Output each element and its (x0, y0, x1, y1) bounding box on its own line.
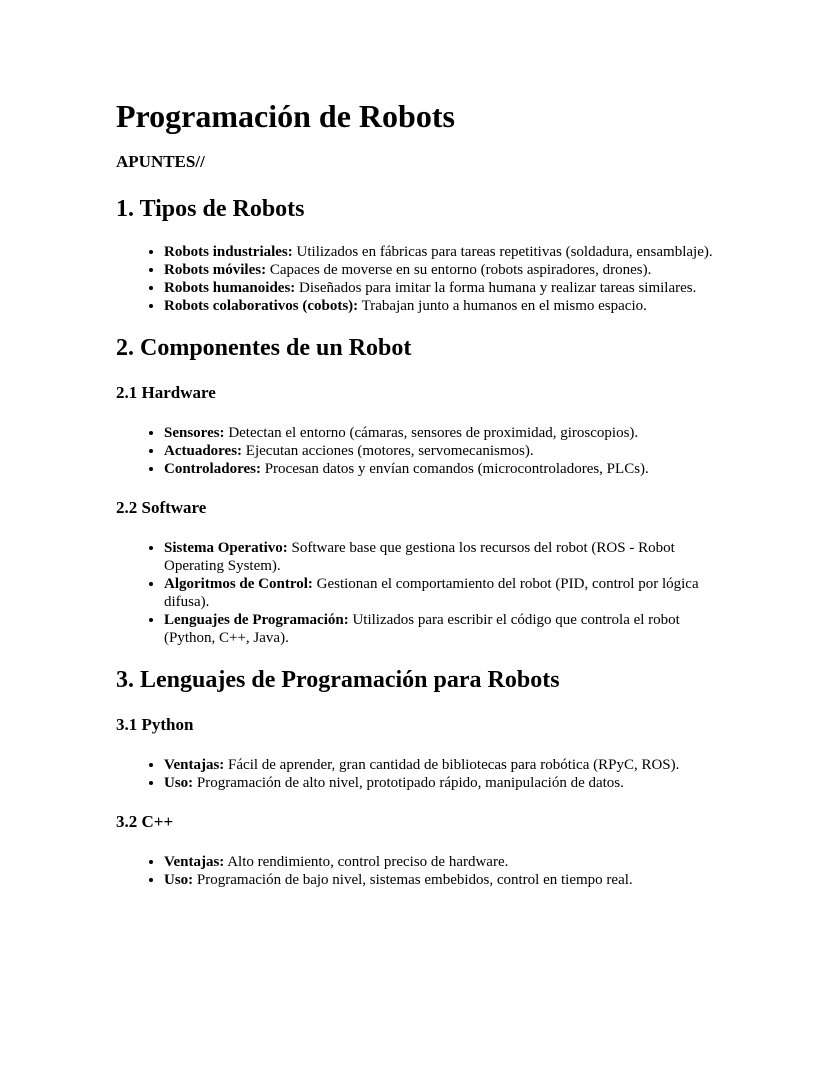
list-item (164, 261, 716, 279)
subsection-heading: 3.1 Python (116, 715, 194, 734)
bullet-list (116, 756, 716, 792)
list-item-term: Sistema Operativo: (164, 540, 288, 556)
list-item-text: Programación de bajo nivel, sistemas embebidos, control en tiempo real. (193, 872, 633, 888)
list-item-text: Utilizados para escribir el código que controla el robot (Python, C++, Java). (164, 612, 680, 646)
section-tipos-de-robots (116, 195, 716, 315)
list-item (164, 424, 716, 442)
section-componentes (116, 334, 716, 647)
list-item-term: Lenguajes de Programación: (164, 612, 349, 628)
list-item (164, 442, 716, 460)
subsection-heading: 2.1 Hardware (116, 383, 216, 402)
list-item (164, 279, 716, 297)
section-heading: 3. Lenguajes de Programación para Robots (116, 667, 560, 693)
list-item-text: Utilizados en fábricas para tareas repetitivas (soldadura, ensamblaje). (292, 244, 713, 260)
bullet-list (116, 853, 716, 889)
list-item-text: Capaces de moverse en su entorno (robots aspiradores, drones). (266, 262, 652, 278)
list-item-text: Software base que gestiona los recursos del robot (ROS - Robot Operating System). (164, 540, 675, 574)
list-item (164, 853, 716, 871)
document-title: Programación de Robots (116, 98, 455, 134)
list-item-text: Programación de alto nivel, prototipado rápido, manipulación de datos. (193, 775, 624, 791)
list-item-term: Ventajas: (164, 854, 225, 870)
list-item (164, 539, 716, 575)
list-item-term: Actuadores: (164, 443, 243, 459)
list-item-term: Robots humanoides: (164, 280, 296, 296)
list-item-term: Algoritmos de Control: (164, 576, 313, 592)
list-item-text: Fácil de aprender, gran cantidad de bibliotecas para robótica (RPyC, ROS). (224, 757, 680, 773)
list-item (164, 871, 716, 889)
section-heading: 1. Tipos de Robots (116, 196, 305, 222)
section-heading: 2. Componentes de un Robot (116, 335, 412, 361)
bullet-list (116, 243, 716, 315)
list-item-term: Controladores: (164, 461, 261, 477)
list-item-text: Ejecutan acciones (motores, servomecanismos). (242, 443, 534, 459)
list-item-text: Procesan datos y envían comandos (microcontroladores, PLCs). (260, 461, 649, 477)
list-item-text: Detectan el entorno (cámaras, sensores de proximidad, giroscopios). (224, 425, 639, 441)
list-item (164, 774, 716, 792)
list-item (164, 575, 716, 611)
list-item-term: Robots móviles: (164, 262, 267, 278)
list-item (164, 611, 716, 647)
list-item-term: Uso: (164, 775, 194, 791)
subsection-heading: 3.2 C++ (116, 812, 174, 831)
list-item-term: Ventajas: (164, 757, 225, 773)
list-item-text: Gestionan el comportamiento del robot (PID, control por lógica difusa). (164, 576, 699, 610)
list-item (164, 460, 716, 478)
bullet-list (116, 424, 716, 478)
list-item (164, 756, 716, 774)
list-item-text: Alto rendimiento, control preciso de hardware. (224, 854, 509, 870)
list-item-term: Uso: (164, 872, 194, 888)
list-item-term: Robots colaborativos (cobots): (164, 298, 359, 314)
section-lenguajes (116, 666, 716, 889)
list-item-text: Diseñados para imitar la forma humana y realizar tareas similares. (295, 280, 697, 296)
list-item (164, 243, 716, 261)
list-item (164, 297, 716, 315)
document-page (116, 96, 716, 908)
list-item-text: Trabajan junto a humanos en el mismo espacio. (358, 298, 647, 314)
bullet-list (116, 539, 716, 647)
document-subtitle: APUNTES// (116, 152, 205, 171)
list-item-term: Sensores: (164, 425, 225, 441)
subsection-heading: 2.2 Software (116, 498, 207, 517)
list-item-term: Robots industriales: (164, 244, 293, 260)
